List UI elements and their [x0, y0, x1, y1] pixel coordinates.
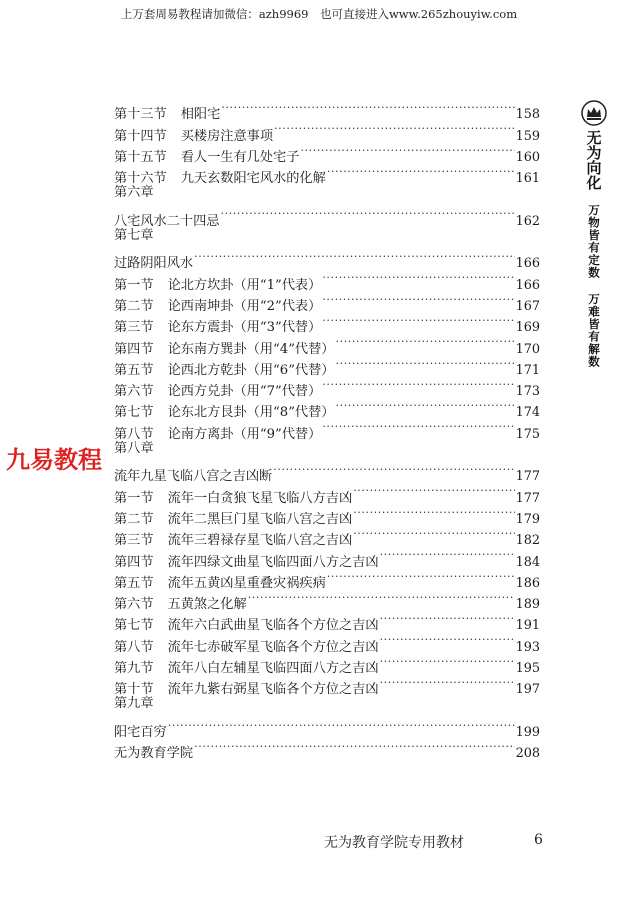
toc-entry-title: 论东南方巽卦（用“4”代替）	[167, 341, 335, 357]
toc-leader-dots	[221, 203, 515, 224]
toc-entry-label	[114, 402, 335, 423]
toc-entry-page: 208	[515, 746, 540, 762]
toc-leader-dots	[336, 395, 515, 416]
side-motto-1: 万物皆有定数	[587, 204, 601, 279]
crown-logo-icon	[581, 100, 607, 126]
toc-entry-title: 论北方坎卦（用“1”代表）	[167, 277, 322, 293]
toc-entry	[114, 715, 540, 740]
toc-leader-dots	[300, 140, 514, 161]
toc-entry-number: 第二节	[114, 298, 154, 314]
toc-entry-title: 论东北方艮卦（用“8”代替）	[167, 405, 335, 421]
toc-entry-number: 第八节	[114, 639, 154, 655]
toc-entry-page: 160	[515, 149, 540, 165]
toc-entry-number: 第七节	[114, 405, 154, 421]
toc-entry-title: 流年七赤破军星飞临各个方位之吉凶	[167, 639, 379, 655]
toc-leader-dots	[273, 459, 514, 480]
toc-entry-label	[114, 615, 379, 636]
toc-entry-page: 191	[515, 618, 540, 634]
toc-entry-page: 179	[515, 511, 540, 527]
toc-leader-dots	[322, 416, 514, 437]
toc-entry-label	[114, 466, 272, 487]
page-number: 6	[534, 832, 543, 848]
toc-entry-label	[114, 693, 154, 714]
side-motto-2: 万难皆有解数	[587, 293, 601, 368]
toc-entry-page: 159	[515, 128, 540, 144]
toc-entry-label	[114, 658, 379, 679]
page-footer	[324, 832, 543, 852]
toc-entry-number: 第九节	[114, 661, 154, 677]
footer-text: 无为教育学院专用教材	[324, 835, 464, 851]
toc-leader-dots	[327, 566, 515, 587]
toc-entry-title: 流年一白贪狼飞星飞临八方吉凶	[167, 490, 353, 506]
toc-entry-label	[114, 296, 321, 317]
toc-entry-title: 第六章	[114, 185, 154, 201]
toc-entry-page: 158	[515, 107, 540, 123]
toc-entry-title: 八宅风水二十四忌	[114, 213, 220, 229]
toc-entry-page: 182	[515, 533, 540, 549]
toc-entry-title: 论南方离卦（用“9”代替）	[167, 426, 322, 442]
top-banner: 上万套周易教程请加微信：azh9969 也可直接进入www.265zhouyiw.com	[120, 7, 518, 21]
toc-entry-label	[114, 594, 247, 615]
toc-entry-page: 193	[515, 639, 540, 655]
toc-leader-dots	[336, 353, 515, 374]
toc-leader-dots	[274, 118, 515, 139]
toc-entry-page: 161	[515, 171, 540, 187]
toc-entry-page: 189	[515, 597, 540, 613]
toc-entry-number: 第四节	[114, 341, 154, 357]
toc-entry-page: 177	[515, 490, 540, 506]
toc-entry	[114, 736, 540, 762]
side-brand-text: 无为向化	[584, 130, 603, 190]
toc-entry-page: 167	[515, 298, 540, 314]
toc-entry-title: 阳宅百穷	[114, 724, 167, 740]
toc-entry-label	[114, 360, 335, 381]
toc-entry-label	[114, 225, 154, 246]
toc-leader-dots	[327, 161, 515, 182]
toc-entry-title: 五黄煞之化解	[167, 597, 247, 613]
toc-entry-number: 第五节	[114, 575, 154, 591]
toc-entry-title: 过路阴阳风水	[114, 256, 194, 272]
toc-entry-number: 第一节	[114, 490, 154, 506]
toc-entry-title: 流年六白武曲星飞临各个方位之吉凶	[167, 618, 379, 634]
toc-leader-dots	[221, 97, 514, 118]
toc-leader-dots	[353, 480, 514, 501]
toc-entry-title: 流年八白左辅星飞临四面八方之吉凶	[167, 661, 379, 677]
toc-entry-title: 第九章	[114, 696, 154, 712]
toc-entry-number: 第二节	[114, 511, 154, 527]
toc-entry-label	[114, 438, 154, 459]
toc-entry-title: 相阳宅	[180, 107, 221, 123]
toc-entry-label	[114, 275, 321, 296]
toc-entry-title: 论西方兑卦（用“7”代替）	[167, 384, 322, 400]
toc-leader-dots	[380, 544, 515, 565]
toc-entry-title: 流年九星飞临八宫之吉凶断	[114, 469, 273, 485]
toc-entry-label	[114, 488, 352, 509]
toc-entry-title: 无为教育学院	[114, 746, 194, 762]
toc-entry-title: 论东方震卦（用“3”代替）	[167, 320, 322, 336]
toc-entry-label	[114, 509, 352, 530]
toc-entry	[114, 246, 540, 272]
toc-entry-number: 第一节	[114, 277, 154, 293]
toc-entry-label	[114, 637, 379, 658]
toc-entry-title: 买楼房注意事项	[180, 128, 274, 144]
toc-entry-label	[114, 317, 321, 338]
toc-entry-page: 174	[515, 405, 540, 421]
toc-entry-number: 第五节	[114, 362, 154, 378]
toc-entry-page: 199	[515, 724, 540, 740]
toc-entry	[114, 203, 540, 229]
toc-entry-page: 162	[515, 213, 540, 229]
toc-leader-dots	[194, 246, 514, 267]
toc-entry-number: 第七节	[114, 618, 154, 634]
toc-entry	[114, 459, 540, 485]
toc-leader-dots	[168, 715, 515, 736]
toc-entry-title: 流年五黄凶星重叠灾祸疾病	[167, 575, 326, 591]
toc-entry-page: 166	[515, 277, 540, 293]
toc-leader-dots	[194, 736, 514, 757]
toc-entry-title: 看人一生有几处宅子	[180, 149, 300, 165]
toc-entry-label	[114, 126, 273, 147]
toc-leader-dots	[380, 651, 515, 672]
toc-entry-number: 第三节	[114, 533, 154, 549]
toc-entry-page: 197	[515, 682, 540, 698]
toc-entry-number: 第四节	[114, 554, 154, 570]
toc-leader-dots	[248, 587, 515, 608]
side-brand-column	[574, 100, 614, 368]
toc-entry-number: 第六节	[114, 597, 154, 613]
toc-entry-label	[114, 530, 352, 551]
toc-entry-title: 论西北方乾卦（用“6”代替）	[167, 362, 335, 378]
toc-entry-number: 第十四节	[114, 128, 167, 144]
toc-entry-page: 166	[515, 256, 540, 272]
toc-entry-title: 九天玄数阳宅风水的化解	[180, 171, 326, 187]
toc-entry-title: 流年二黑巨门星飞临八宫之吉凶	[167, 511, 353, 527]
toc-entry-page: 195	[515, 661, 540, 677]
toc-entry-label	[114, 182, 154, 203]
toc-leader-dots	[353, 523, 514, 544]
toc-entry-page: 177	[515, 469, 540, 485]
watermark: 九易教程	[6, 446, 102, 474]
toc-entry-title: 流年四绿文曲星飞临四面八方之吉凶	[167, 554, 379, 570]
toc-entry-title: 第七章	[114, 227, 154, 243]
toc-entry-label	[114, 722, 167, 743]
toc-entry-label	[114, 743, 193, 764]
toc-entry-title: 流年三碧禄存星飞临八宫之吉凶	[167, 533, 353, 549]
toc-entry-label	[114, 147, 299, 168]
toc-entry-title: 流年九紫右弼星飞临各个方位之吉凶	[167, 682, 379, 698]
toc-entry-number: 第三节	[114, 320, 154, 336]
toc-leader-dots	[380, 672, 515, 693]
toc-entry-page: 171	[515, 362, 540, 378]
toc-entry-page: 175	[515, 426, 540, 442]
toc-leader-dots	[336, 331, 515, 352]
toc-entry-title: 论西南坤卦（用“2”代表）	[167, 298, 322, 314]
toc-entry-label	[114, 104, 220, 125]
toc-leader-dots	[380, 629, 515, 650]
toc-entry-number: 第十三节	[114, 107, 167, 123]
toc-leader-dots	[353, 502, 514, 523]
toc-leader-dots	[322, 289, 514, 310]
toc-entry-page: 170	[515, 341, 540, 357]
toc-entry-label	[114, 381, 321, 402]
toc-entry-number: 第十节	[114, 682, 154, 698]
toc-entry-page: 173	[515, 384, 540, 400]
toc-entry	[114, 97, 540, 123]
toc-entry-page: 186	[515, 575, 540, 591]
toc-entry-label	[114, 253, 193, 274]
toc-entry-number: 第六节	[114, 384, 154, 400]
toc-entry-number: 第八节	[114, 426, 154, 442]
toc-entry-page: 169	[515, 320, 540, 336]
toc-entry-label	[114, 339, 335, 360]
toc-leader-dots	[322, 310, 514, 331]
toc-entry-title: 第八章	[114, 440, 154, 456]
toc-entry-number: 第十五节	[114, 149, 167, 165]
toc-leader-dots	[380, 608, 515, 629]
toc-leader-dots	[322, 267, 514, 288]
toc-entry-page: 184	[515, 554, 540, 570]
toc-entry-number: 第十六节	[114, 171, 167, 187]
table-of-contents	[114, 97, 540, 762]
toc-leader-dots	[322, 374, 514, 395]
